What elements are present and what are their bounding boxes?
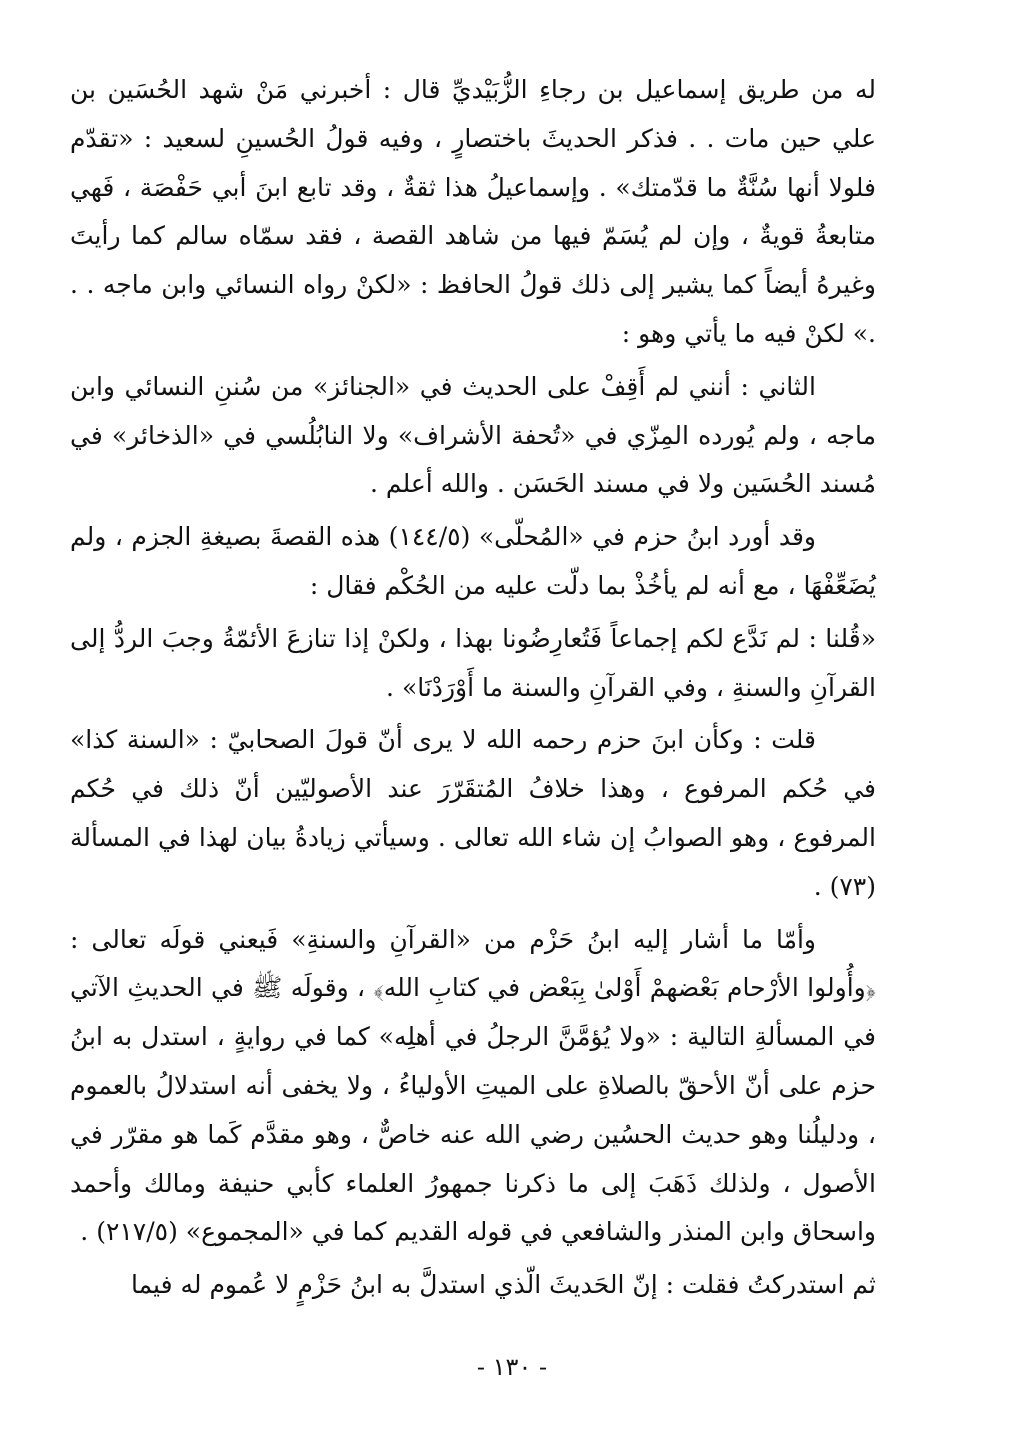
paragraph-6: وأمّا ما أشار إليه ابنُ حَزْم من «القرآنِ والسنةِ» فَيعني قولَه تعالى : ﴿وأُولوا الأرْحام بَعْضهمْ أَوْلىٰ بِبَعْض في كتابِ الله﴾ ، وقولَه ﷺ في الحديثِ الآتي في المسألةِ التالية : «ولا يُؤمَّنَّ الرجلُ في أهلِه» كما في روايةٍ ، استدل به ابنُ حزم على أنّ الأحقّ بالصلاةِ على الميتِ الأولياءُ ، ولا يخفى أنه استدلالُ بالعموم ، ودليلُنا وهو حديث الحسُين رضي الله عنه خاصٌّ ، وهو مقدَّم كَما هو مقرّر في الأصول ، ولذلك ذَهَبَ إلى ما ذكرنا جمهورُ العلماء كأبي حنيفة ومالك وأحمد واسحاق وابن المنذر والشافعي في قوله القديم كما في «المجموع» (٢١٧/٥) . xyxy=(70,924,876,1247)
page-body xyxy=(70,66,876,1314)
paragraph-7: ثم استدركتُ فقلت : إنّ الحَديثَ الّذي استدلَّ به ابنُ حَزْمٍ لا عُموم له فيما xyxy=(130,1270,876,1300)
paragraph-1: له من طريق إسماعيل بن رجاءِ الزُّبَيْديِّ قال : أخبرني مَنْ شهد الحُسَين بن علي حين مات . . فذكر الحديثَ باختصارٍ ، وفيه قولُ الحُسينِ لسعيد : «تقدّم فلولا أنها سُنَّةٌ ما قدّمتك» . وإسماعيلُ هذا ثقةٌ ، وقد تابع ابنَ أبي حَفْصَة ، فَهي متابعةُ قويةٌ ، وإن لم يُسَمّ فيها من شاهد القصة ، فقد سمّاه سالم كما رأيتَ وغيرهُ أيضاً كما يشير إلى ذلك قولُ الحافظ : «لكنْ رواه النسائي وابن ماجه . . .» لكنْ فيه ما يأتي وهو : xyxy=(70,75,876,348)
paragraph-5: قلت : وكأن ابنَ حزم رحمه الله لا يرى أنّ قولَ الصحابيّ : «السنة كذا» في حُكم المرفوع ، وهذا خلافُ المُتقَرّرَ عند الأصوليّين أنّ ذلك في حُكم المرفوع ، وهو الصوابُ إن شاء الله تعالى . وسيأتي زيادةُ بيان لهذا في المسألة (٧٣) . xyxy=(70,725,876,901)
paragraph-3: وقد أورد ابنُ حزم في «المُحلّى» (١٤٤/٥) هذه القصةَ بصيغةِ الجزم ، ولم يُضَعِّفْهَا ، مع أنه لم يأخُذْ بما دلّت عليه من الحُكْم فقال : xyxy=(70,522,876,600)
paragraph-2: الثاني : أنني لم أَقِفْ على الحديث في «الجنائز» من سُننِ النسائي وابن ماجه ، ولم يُورده المِزّي في «تُحفة الأشراف» ولا النابُلُسي في «الذخائر» في مُسند الحُسَين ولا في مسند الحَسَن . والله أعلم . xyxy=(70,371,876,499)
page-number: - ١٣٠ - xyxy=(476,1353,548,1381)
paragraph-4-quote: «قُلنا : لم نَدَّع لكم إجماعاً فَتُعارِضُونا بهذا ، ولكنْ إذا تنازعَ الأئمّةُ وجبَ الردُّ إلى القرآنِ والسنةِ ، وفي القرآنِ والسنة ما أَوْرَدْنَا» . xyxy=(70,623,876,702)
